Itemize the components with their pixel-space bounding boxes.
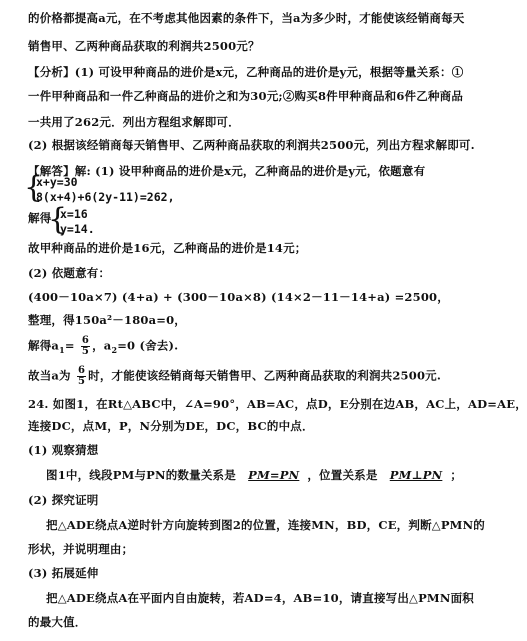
text-line: 的价格都提高a元，在不考虑其他因素的条件下，当a为多少时，才能使该经销商每天 xyxy=(28,11,465,25)
subscript: 1 xyxy=(59,344,65,355)
solution-line: 【解答】解: (1) 设甲种商品的进价是x元，乙种商品的进价是y元，依题意有 xyxy=(28,164,426,178)
denominator: 5 xyxy=(77,376,86,387)
text: 图1中，线段PM与PN的数量关系是 xyxy=(46,468,236,482)
text: = xyxy=(64,338,75,353)
equation: x+y=30 xyxy=(36,175,78,189)
subscript: 2 xyxy=(111,344,118,355)
equation-system-2 xyxy=(48,202,176,239)
text: ，a xyxy=(92,338,112,353)
text-line: 形状，并说明理由； xyxy=(28,542,134,556)
left-brace: { xyxy=(24,170,44,205)
text-line: 销售甲、乙两种商品获取的利润共2500元？ xyxy=(28,39,260,53)
text: ，位置关系是 xyxy=(307,468,378,482)
left-brace: { xyxy=(48,202,68,237)
text: 时，才能使该经销商每天销售甲、乙两种商品获取的利润共2500元. xyxy=(88,368,442,383)
part1-line xyxy=(46,467,462,483)
numerator: 6 xyxy=(81,335,90,346)
text: 解得a xyxy=(28,338,60,353)
text-line: 一件甲种商品和一件乙种商品的进价之和为30元;②购买8件甲种商品和6件乙种商品 xyxy=(28,89,464,103)
text: ； xyxy=(450,468,463,482)
punct: , xyxy=(167,190,175,204)
equation-line: (400－10a×7) (4+a) + (300－10a×8) (14×2－11－14+a) =2500， xyxy=(28,290,449,304)
text-line: (2) 依题意有： xyxy=(28,266,111,280)
equation: x=16 xyxy=(60,207,88,221)
text: =0 (舍去). xyxy=(117,338,179,353)
text-line: 的最大值． xyxy=(28,615,87,629)
text-line: 连接DC，点M，P，N分别为DE，DC，BC的中点． xyxy=(28,419,314,433)
fraction xyxy=(77,366,86,387)
text-line: (2) 根据该经销商每天销售甲、乙两种商品获取的利润共2500元，列出方程求解即可. xyxy=(28,138,475,152)
punct: . xyxy=(87,222,95,236)
part2-line: 把△ADE绕点A逆时针方向旋转到图2的位置，连接MN，BD，CE，判断△PMN的 xyxy=(46,518,486,532)
roots-line xyxy=(28,336,178,358)
equation-text: 8(x+4)+6(2y-11)=262 xyxy=(36,190,168,204)
conclusion-line xyxy=(28,366,441,387)
solve-label: 解得 xyxy=(28,211,52,225)
text-line: 一共用了262元．列出方程组求解即可． xyxy=(28,115,240,129)
denominator: 5 xyxy=(81,346,90,357)
text-line: 整理，得150a²－180a=0， xyxy=(28,313,186,327)
answer-blank: PM⊥PN xyxy=(389,468,443,482)
question-24: 24. 如图1，在Rt△ABC中，∠A=90°，AB=AC，点D，E分别在边AB，AC上，AD=AE， xyxy=(28,397,527,411)
part3-line: 把△ADE绕点A在平面内自由旋转，若AD=4，AB=10，请直接写出△PMN面积 xyxy=(46,591,474,605)
numerator: 6 xyxy=(77,365,86,376)
part-heading: (1) 观察猜想 xyxy=(28,443,99,457)
analysis-line: 【分析】(1) 可设甲种商品的进价是x元，乙种商品的进价是y元，根据等量关系：① xyxy=(28,65,464,79)
equation-text: y=14 xyxy=(60,222,88,236)
part-heading: (3) 拓展延伸 xyxy=(28,566,99,580)
answer-blank: PM=PN xyxy=(248,468,300,482)
text: 故当a为 xyxy=(28,368,71,383)
fraction xyxy=(81,336,90,357)
part-heading: (2) 探究证明 xyxy=(28,493,99,507)
equation xyxy=(60,222,95,237)
text-line: 故甲种商品的进价是16元，乙种商品的进价是14元； xyxy=(28,241,307,255)
